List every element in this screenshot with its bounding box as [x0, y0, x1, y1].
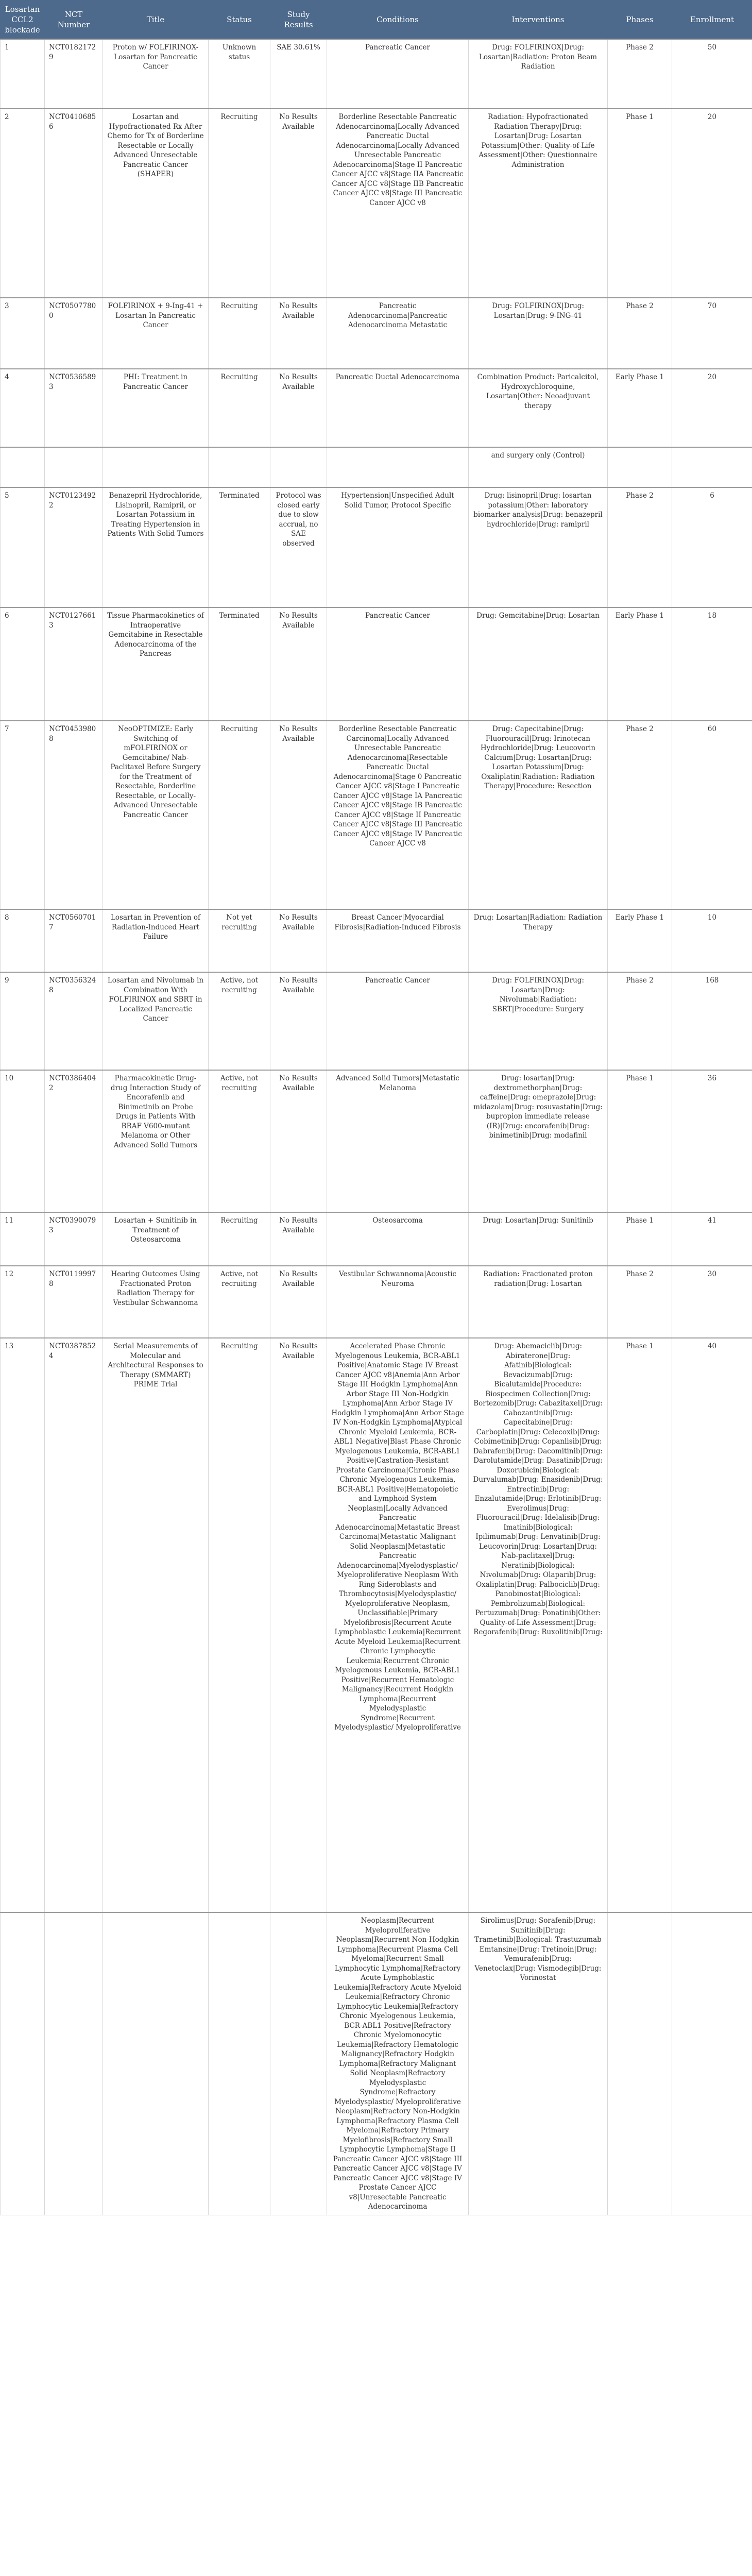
cell-nct-number: NCT05365893: [45, 369, 103, 447]
cell-conditions: Advanced Solid Tumors|Metastatic Melanoma: [327, 1070, 469, 1212]
cell-title: Proton w/ FOLFIRINOX-Losartan for Pancreatic Cancer: [103, 39, 209, 109]
continuation-cell: Sirolimus|Drug: Sorafenib|Drug: Sunitinib|Drug: Trametinib|Biological: Trastuzumab Emtansine|Drug: Tretinoin|Drug: Vemurafenib|Drug: Venetoclax|Drug: Vismodegib|Drug: Vorinostat: [469, 1912, 608, 2215]
cell-study-results: No Results Available: [270, 1338, 327, 1912]
continuation-cell: [209, 447, 270, 487]
cell-title: PHI: Treatment in Pancreatic Cancer: [103, 369, 209, 447]
cell-enrollment: 20: [672, 369, 752, 447]
cell-phases: Phase 2: [608, 721, 672, 909]
cell-phases: Early Phase 1: [608, 607, 672, 721]
cell-conditions: Borderline Resectable Pancreatic Carcinoma|Locally Advanced Unresectable Pancreatic Adenocarcinoma|Resectable Pancreatic Ductal Adenocarcinoma|Stage 0 Pancreatic Cancer AJCC v8|Stage I Pancreatic Cancer AJCC v8|Stage IA Pancreatic Cancer AJCC v8|Stage IB Pancreatic Cancer AJCC v8|Stage II Pancreatic Cancer AJCC v8|Stage III Pancreatic Cancer AJCC v8|Stage IV Pancreatic Cancer AJCC v8: [327, 721, 469, 909]
cell-conditions: Accelerated Phase Chronic Myelogenous Leukemia, BCR-ABL1 Positive|Anatomic Stage IV Breast Cancer AJCC v8|Anemia|Ann Arbor Stage III Hodgkin Lymphoma|Ann Arbor Stage III Non-Hodgkin Lymphoma|Ann Arbor Stage IV Hodgkin Lymphoma|Ann Arbor Stage IV Non-Hodgkin Lymphoma|Atypical Chronic Myeloid Leukemia, BCR-ABL1 Negative|Blast Phase Chronic Myelogenous Leukemia, BCR-ABL1 Positive|Castration-Resistant Prostate Carcinoma|Chronic Phase Chronic Myelogenous Leukemia, BCR-ABL1 Positive|Hematopoietic and Lymphoid System Neoplasm|Locally Advanced Pancreatic Adenocarcinoma|Metastatic Breast Carcinoma|Metastatic Malignant Solid Neoplasm|Metastatic Pancreatic Adenocarcinoma|Myelodysplastic/ Myeloproliferative Neoplasm With Ring Sideroblasts and Thrombocytosis|Myelodysplastic/ Myeloproliferative Neoplasm, Unclassifiable|Primary Myelofibrosis|Recurrent Acute Lymphoblastic Leukemia|Recurrent Acute Myeloid Leukemia|Recurrent Chronic Lymphocytic Leukemia|Recurrent Chronic Myelogenous Leukemia, BCR-ABL1 Positive|Recurrent Hematologic Malignancy|Recurrent Hodgkin Lymphoma|Recurrent Myelodysplastic Syndrome|Recurrent Myelodysplastic/ Myeloproliferative: [327, 1338, 469, 1912]
continuation-cell: [672, 447, 752, 487]
cell-row-number: 7: [1, 721, 45, 909]
cell-nct-number: NCT04539808: [45, 721, 103, 909]
header-title: Title: [103, 1, 209, 40]
cell-conditions: Pancreatic Cancer: [327, 607, 469, 721]
continuation-cell: and surgery only (Control): [469, 447, 608, 487]
table-row-continuation: [1, 447, 752, 487]
table-row: [1, 1338, 752, 1912]
cell-interventions: Combination Product: Paricalcitol, Hydroxychloroquine, Losartan|Other: Neoadjuvant therapy: [469, 369, 608, 447]
header-study-results: Study Results: [270, 1, 327, 40]
header-phases: Phases: [608, 1, 672, 40]
header-interventions: Interventions: [469, 1, 608, 40]
cell-title: Serial Measurements of Molecular and Architectural Responses to Therapy (SMMART) PRIME Trial: [103, 1338, 209, 1912]
cell-phases: Early Phase 1: [608, 909, 672, 972]
table-row: [1, 1070, 752, 1212]
header-losartan-ccl2-blockade: Losartan CCL2 blockade: [1, 1, 45, 40]
cell-title: FOLFIRINOX + 9-Ing-41 + Losartan In Pancreatic Cancer: [103, 298, 209, 369]
header-enrollment: Enrollment: [672, 1, 752, 40]
cell-nct-number: NCT05607017: [45, 909, 103, 972]
cell-status: Terminated: [209, 607, 270, 721]
cell-interventions: Drug: Abemaciclib|Drug: Abiraterone|Drug: Afatinib|Biological: Bevacizumab|Drug: Bicalutamide|Procedure: Biospecimen Collection|Drug: Bortezomib|Drug: Cabazitaxel|Drug: Cabozantinib|Drug: Capecitabine|Drug: Carboplatin|Drug: Celecoxib|Drug: Cobimetinib|Drug: Copanlisib|Drug: Dabrafenib|Drug: Dacomitinib|Drug: Darolutamide|Drug: Dasatinib|Drug: Doxorubicin|Biological: Durvalumab|Drug: Enasidenib|Drug: Entrectinib|Drug: Enzalutamide|Drug: Erlotinib|Drug: Everolimus|Drug: Fluorouracil|Drug: Idelalisib|Drug: Imatinib|Biological: Ipilimumab|Drug: Lenvatinib|Drug: Leucovorin|Drug: Losartan|Drug: Nab-paclitaxel|Drug: Neratinib|Biological: Nivolumab|Drug: Olaparib|Drug: Oxaliplatin|Drug: Palbociclib|Drug: Panobinostat|Biological: Pembrolizumab|Biological: Pertuzumab|Drug: Ponatinib|Other: Quality-of-Life Assessment|Drug: Regorafenib|Drug: Ruxolitinib|Drug:: [469, 1338, 608, 1912]
cell-row-number: 8: [1, 909, 45, 972]
cell-conditions: Borderline Resectable Pancreatic Adenocarcinoma|Locally Advanced Pancreatic Ductal Adenocarcinoma|Locally Advanced Unresectable Pancreatic Adenocarcinoma|Stage II Pancreatic Cancer AJCC v8|Stage IIA Pancreatic Cancer AJCC v8|Stage IIB Pancreatic Cancer AJCC v8|Stage III Pancreatic Cancer AJCC v8: [327, 109, 469, 298]
cell-enrollment: 40: [672, 1338, 752, 1912]
cell-row-number: 2: [1, 109, 45, 298]
cell-study-results: No Results Available: [270, 1070, 327, 1212]
cell-status: Recruiting: [209, 1212, 270, 1266]
cell-conditions: Pancreatic Cancer: [327, 39, 469, 109]
continuation-cell: [103, 447, 209, 487]
table-row: [1, 721, 752, 909]
continuation-cell: [608, 1912, 672, 2215]
cell-interventions: Radiation: Fractionated proton radiation|Drug: Losartan: [469, 1266, 608, 1338]
table-row: [1, 487, 752, 607]
cell-phases: Phase 1: [608, 109, 672, 298]
cell-nct-number: NCT03864042: [45, 1070, 103, 1212]
cell-interventions: Drug: losartan|Drug: dextromethorphan|Drug: caffeine|Drug: omeprazole|Drug: midazolam|Drug: rosuvastatin|Drug: bupropion immediate release (IR)|Drug: encorafenib|Drug: binimetinib|Drug: modafinil: [469, 1070, 608, 1212]
cell-study-results: No Results Available: [270, 369, 327, 447]
cell-study-results: No Results Available: [270, 909, 327, 972]
cell-study-results: No Results Available: [270, 607, 327, 721]
cell-study-results: Protocol was closed early due to slow accrual, no SAE observed: [270, 487, 327, 607]
cell-conditions: Breast Cancer|Myocardial Fibrosis|Radiation-Induced Fibrosis: [327, 909, 469, 972]
cell-interventions: Drug: FOLFIRINOX|Drug: Losartan|Drug: Nivolumab|Radiation: SBRT|Procedure: Surgery: [469, 972, 608, 1070]
cell-title: Losartan in Prevention of Radiation-Induced Heart Failure: [103, 909, 209, 972]
cell-status: Unknown status: [209, 39, 270, 109]
continuation-cell: [45, 447, 103, 487]
cell-study-results: No Results Available: [270, 1212, 327, 1266]
cell-row-number: 9: [1, 972, 45, 1070]
cell-status: Not yet recruiting: [209, 909, 270, 972]
cell-title: Losartan and Nivolumab in Combination With FOLFIRINOX and SBRT in Localized Pancreatic Cancer: [103, 972, 209, 1070]
cell-enrollment: 18: [672, 607, 752, 721]
cell-title: NeoOPTIMIZE: Early Switching of mFOLFIRINOX or Gemcitabine/ Nab-Paclitaxel Before Surgery for the Treatment of Resectable, Borderline Resectable, or Locally-Advanced Unresectable Pancreatic Cancer: [103, 721, 209, 909]
cell-row-number: 6: [1, 607, 45, 721]
header-status: Status: [209, 1, 270, 40]
cell-nct-number: NCT04106856: [45, 109, 103, 298]
cell-conditions: Pancreatic Cancer: [327, 972, 469, 1070]
cell-conditions: Osteosarcoma: [327, 1212, 469, 1266]
table-row: [1, 298, 752, 369]
cell-enrollment: 41: [672, 1212, 752, 1266]
table-row: [1, 972, 752, 1070]
cell-row-number: 4: [1, 369, 45, 447]
cell-interventions: Drug: FOLFIRINOX|Drug: Losartan|Radiation: Proton Beam Radiation: [469, 39, 608, 109]
table-row: [1, 39, 752, 109]
table-row: [1, 1266, 752, 1338]
cell-title: Tissue Pharmacokinetics of Intraoperative Gemcitabine in Resectable Adenocarcinoma of the Pancreas: [103, 607, 209, 721]
cell-interventions: Drug: Capecitabine|Drug: Fluorouracil|Drug: Irinotecan Hydrochloride|Drug: Leucovorin Calcium|Drug: Losartan|Drug: Losartan Potassium|Drug: Oxaliplatin|Radiation: Radiation Therapy|Procedure: Resection: [469, 721, 608, 909]
continuation-cell: Neoplasm|Recurrent Myeloproliferative Neoplasm|Recurrent Non-Hodgkin Lymphoma|Recurrent Plasma Cell Myeloma|Recurrent Small Lymphocytic Lymphoma|Refractory Acute Lymphoblastic Leukemia|Refractory Acute Myeloid Leukemia|Refractory Chronic Lymphocytic Leukemia|Refractory Chronic Myelogenous Leukemia, BCR-ABL1 Positive|Refractory Chronic Myelomonocytic Leukemia|Refractory Hematologic Malignancy|Refractory Hodgkin Lymphoma|Refractory Malignant Solid Neoplasm|Refractory Myelodysplastic Syndrome|Refractory Myelodysplastic/ Myeloproliferative Neoplasm|Refractory Non-Hodgkin Lymphoma|Refractory Plasma Cell Myeloma|Refractory Primary Myelofibrosis|Refractory Small Lymphocytic Lymphoma|Stage II Pancreatic Cancer AJCC v8|Stage III Pancreatic Cancer AJCC v8|Stage IV Pancreatic Cancer AJCC v8|Stage IV Prostate Cancer AJCC v8|Unresectable Pancreatic Adenocarcinoma: [327, 1912, 469, 2215]
cell-title: Losartan + Sunitinib in Treatment of Osteosarcoma: [103, 1212, 209, 1266]
cell-phases: Phase 2: [608, 487, 672, 607]
cell-enrollment: 60: [672, 721, 752, 909]
cell-interventions: Drug: lisinopril|Drug: losartan potassium|Other: laboratory biomarker analysis|Drug: benazepril hydrochloride|Drug: ramipril: [469, 487, 608, 607]
cell-status: Active, not recruiting: [209, 972, 270, 1070]
table-row-continuation: [1, 1912, 752, 2215]
cell-enrollment: 10: [672, 909, 752, 972]
cell-conditions: Hypertension|Unspecified Adult Solid Tumor, Protocol Specific: [327, 487, 469, 607]
continuation-cell: [209, 1912, 270, 2215]
cell-row-number: 1: [1, 39, 45, 109]
cell-nct-number: NCT03563248: [45, 972, 103, 1070]
cell-phases: Phase 2: [608, 972, 672, 1070]
cell-enrollment: 20: [672, 109, 752, 298]
cell-row-number: 12: [1, 1266, 45, 1338]
cell-row-number: 13: [1, 1338, 45, 1912]
table-row: [1, 607, 752, 721]
table-row: [1, 369, 752, 447]
cell-nct-number: NCT01821729: [45, 39, 103, 109]
continuation-cell: [45, 1912, 103, 2215]
continuation-cell: [1, 447, 45, 487]
cell-nct-number: NCT03878524: [45, 1338, 103, 1912]
cell-status: Terminated: [209, 487, 270, 607]
cell-nct-number: NCT03900793: [45, 1212, 103, 1266]
continuation-cell: [327, 447, 469, 487]
cell-study-results: No Results Available: [270, 972, 327, 1070]
cell-phases: Phase 2: [608, 298, 672, 369]
cell-phases: Phase 2: [608, 39, 672, 109]
cell-phases: Early Phase 1: [608, 369, 672, 447]
continuation-cell: [1, 1912, 45, 2215]
cell-status: Active, not recruiting: [209, 1070, 270, 1212]
cell-enrollment: 36: [672, 1070, 752, 1212]
cell-nct-number: NCT01199978: [45, 1266, 103, 1338]
cell-enrollment: 6: [672, 487, 752, 607]
continuation-cell: [672, 1912, 752, 2215]
table-row: [1, 109, 752, 298]
cell-status: Recruiting: [209, 298, 270, 369]
cell-title: Hearing Outcomes Using Fractionated Proton Radiation Therapy for Vestibular Schwannoma: [103, 1266, 209, 1338]
cell-status: Active, not recruiting: [209, 1266, 270, 1338]
cell-title: Pharmacokinetic Drug-drug Interaction Study of Encorafenib and Binimetinib on Probe Drugs in Patients With BRAF V600-mutant Melanoma or Other Advanced Solid Tumors: [103, 1070, 209, 1212]
cell-row-number: 3: [1, 298, 45, 369]
cell-study-results: No Results Available: [270, 1266, 327, 1338]
cell-nct-number: NCT05077800: [45, 298, 103, 369]
cell-study-results: No Results Available: [270, 298, 327, 369]
cell-phases: Phase 1: [608, 1212, 672, 1266]
cell-enrollment: 30: [672, 1266, 752, 1338]
cell-conditions: Pancreatic Adenocarcinoma|Pancreatic Adenocarcinoma Metastatic: [327, 298, 469, 369]
cell-interventions: Drug: Gemcitabine|Drug: Losartan: [469, 607, 608, 721]
cell-interventions: Drug: Losartan|Drug: Sunitinib: [469, 1212, 608, 1266]
cell-row-number: 5: [1, 487, 45, 607]
cell-enrollment: 168: [672, 972, 752, 1070]
cell-enrollment: 70: [672, 298, 752, 369]
cell-phases: Phase 2: [608, 1266, 672, 1338]
continuation-cell: [270, 447, 327, 487]
table-row: [1, 909, 752, 972]
continuation-cell: [103, 1912, 209, 2215]
header-row: [1, 1, 752, 40]
cell-nct-number: NCT01234922: [45, 487, 103, 607]
cell-status: Recruiting: [209, 109, 270, 298]
cell-study-results: No Results Available: [270, 721, 327, 909]
continuation-cell: [270, 1912, 327, 2215]
cell-title: Benazepril Hydrochloride, Lisinopril, Ramipril, or Losartan Potassium in Treating Hypertension in Patients With Solid Tumors: [103, 487, 209, 607]
continuation-cell: [608, 447, 672, 487]
cell-conditions: Vestibular Schwannoma|Acoustic Neuroma: [327, 1266, 469, 1338]
cell-row-number: 11: [1, 1212, 45, 1266]
header-conditions: Conditions: [327, 1, 469, 40]
header-nct-number: NCT Number: [45, 1, 103, 40]
table-row: [1, 1212, 752, 1266]
cell-enrollment: 50: [672, 39, 752, 109]
cell-interventions: Drug: FOLFIRINOX|Drug: Losartan|Drug: 9-ING-41: [469, 298, 608, 369]
cell-status: Recruiting: [209, 1338, 270, 1912]
table-body: [1, 39, 752, 2215]
cell-interventions: Drug: Losartan|Radiation: Radiation Therapy: [469, 909, 608, 972]
cell-study-results: No Results Available: [270, 109, 327, 298]
cell-conditions: Pancreatic Ductal Adenocarcinoma: [327, 369, 469, 447]
cell-status: Recruiting: [209, 369, 270, 447]
cell-phases: Phase 1: [608, 1338, 672, 1912]
cell-interventions: Radiation: Hypofractionated Radiation Therapy|Drug: Losartan|Drug: Losartan Potassium|Other: Quality-of-Life Assessment|Other: Questionnaire Administration: [469, 109, 608, 298]
cell-nct-number: NCT01276613: [45, 607, 103, 721]
cell-title: Losartan and Hypofractionated Rx After Chemo for Tx of Borderline Resectable or Locally Advanced Unresectable Pancreatic Cancer (SHAPER): [103, 109, 209, 298]
cell-row-number: 10: [1, 1070, 45, 1212]
cell-study-results: SAE 30.61%: [270, 39, 327, 109]
cell-status: Recruiting: [209, 721, 270, 909]
cell-phases: Phase 1: [608, 1070, 672, 1212]
